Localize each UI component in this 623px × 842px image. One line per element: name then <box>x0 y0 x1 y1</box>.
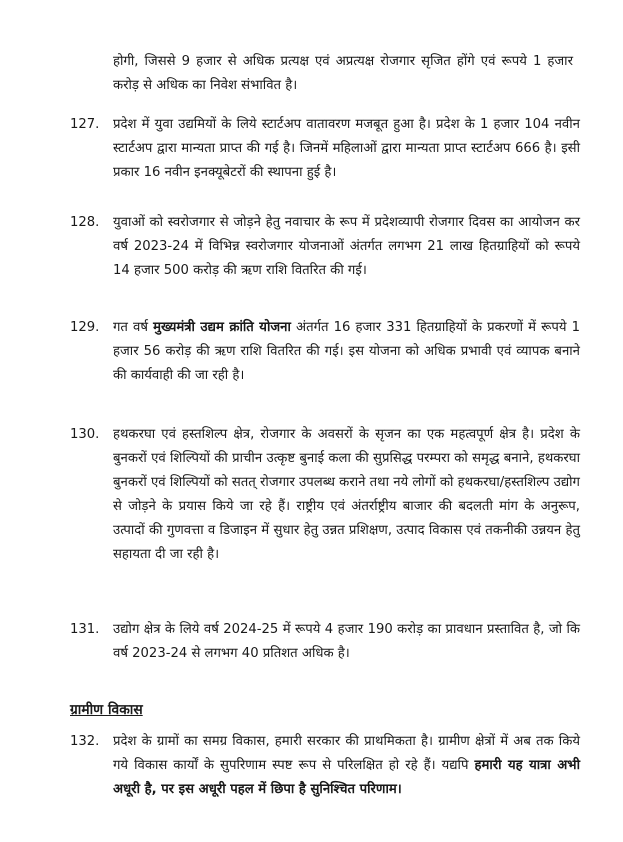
paragraph-number: 128. <box>70 215 100 230</box>
paragraph-number: 129. <box>70 320 100 335</box>
paragraph-132 <box>70 730 580 802</box>
paragraph-text <box>113 730 580 802</box>
text-run: प्रदेश के ग्रामों का समग्र विकास, हमारी सरकार की प्राथमिकता है। ग्रामीण क्षेत्रों में अब तक किये गये विकास कार्यों के सुपरिणाम स्पष्ट रूप से परिलक्षित हो रहे हैं। यद्यपि <box>113 734 580 773</box>
continuation-text: होगी, जिससे 9 हजार से अधिक प्रत्यक्ष एवं अप्रत्यक्ष रोजगार सृजित होंगे एवं रूपये 1 हजार करोड़ से अधिक का निवेश संभावित है। <box>113 54 573 93</box>
paragraph-text: उद्योग क्षेत्र के लिये वर्ष 2024-25 में रूपये 4 हजार 190 करोड़ का प्रावधान प्रस्तावित है, जो कि वर्ष 2023-24 से लगभग 40 प्रतिशत अधिक है। <box>113 622 580 661</box>
paragraph-number: 130. <box>70 427 100 442</box>
paragraph-text: हथकरघा एवं हस्तशिल्प क्षेत्र, रोजगार के अवसरों के सृजन का एक महत्वपूर्ण क्षेत्र है। प्रदेश के बुनकरों एवं शिल्पियों की प्राचीन उत्कृष्ट बुनाई कला की सुप्रसिद्ध परम्परा को समृद्ध बनाने, हथकरघा बुनकरों एवं शिल्पियों को सतत् रोजगार उपलब्ध कराने तथा नये लोगों को हथकरघा/हस्तशिल्प उद्योग से जोड़ने के प्रयास किये जा रहे हैं। राष्ट्रीय एवं अंतर्राष्ट्रीय बाजार की बदलती मांग के अनुरूप, उत्पादों की गुणवत्ता व डिजाइन में सुधार हेतु उन्नत प्रशिक्षण, उत्पाद विकास एवं तकनीकी उन्नयन हेतु सहायता दी जा रही है। <box>113 427 580 562</box>
paragraph-text <box>113 316 580 388</box>
section-heading: ग्रामीण विकास <box>70 702 143 718</box>
paragraph-number: 127. <box>70 117 100 132</box>
paragraph-129 <box>70 316 580 388</box>
paragraph-130 <box>70 423 580 567</box>
paragraph-number: 132. <box>70 734 100 749</box>
paragraph-text: युवाओं को स्वरोजगार से जोड़ने हेतु नवाचार के रूप में प्रदेशव्यापी रोजगार दिवस का आयोजन कर वर्ष 2023-24 में विभिन्न स्वरोजगार योजनाओं अंतर्गत लगभग 21 लाख हितग्राहियों को रूपये 14 हजार 500 करोड़ की ऋण राशि वितरित की गई। <box>113 215 580 278</box>
scheme-name: मुख्यमंत्री उद्यम क्रांति योजना <box>153 320 291 335</box>
paragraph-131 <box>70 618 580 666</box>
text-run: गत वर्ष <box>113 320 154 335</box>
text-run: अंतर्गत 16 हजार 331 हितग्राहियों के प्रकरणों में रूपये 1 हजार 56 करोड़ की ऋण राशि वितरित की गई। इस योजना को अधिक प्रभावी एवं व्यापक बनाने की कार्यवाही की जा रही है। <box>113 320 580 383</box>
paragraph-127 <box>70 113 580 185</box>
paragraph-number: 131. <box>70 622 100 637</box>
paragraph-128 <box>70 211 580 283</box>
emphasis-text: हमारी यह यात्रा अभी अधूरी है, पर इस अधूरी पहल में छिपा है सुनिश्चित परिणाम। <box>113 758 580 797</box>
paragraph-text: प्रदेश में युवा उद्यमियों के लिये स्टार्टअप वातावरण मजबूत हुआ है। प्रदेश के 1 हजार 104 नवीन स्टार्टअप द्वारा मान्यता प्राप्त की गई है। जिनमें महिलाओं द्वारा मान्यता प्राप्त स्टार्टअप 666 है। इसी प्रकार 16 नवीन इनक्यूबेटरों की स्थापना हुई है। <box>113 117 580 180</box>
